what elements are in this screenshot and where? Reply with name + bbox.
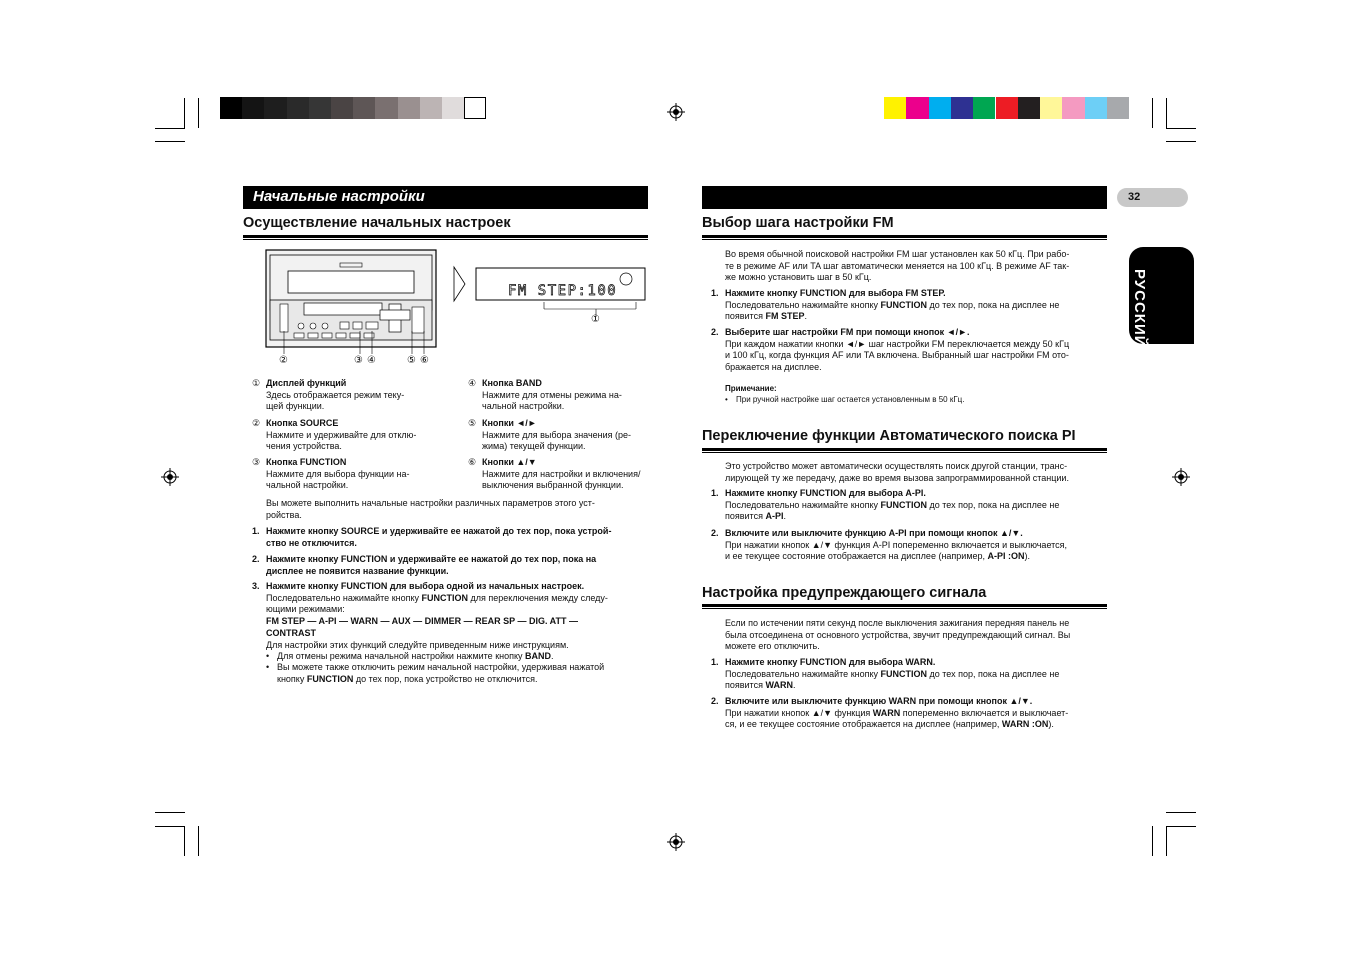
page-number: 32 xyxy=(1128,191,1141,203)
intro-text: Вы можете выполнить начальные настройки различных параметров этого уст- ройства. xyxy=(266,498,595,520)
color-swatch xyxy=(375,97,397,119)
color-swatch xyxy=(906,97,928,119)
note-title: Примечание: xyxy=(725,384,777,393)
fm-step-intro: Во время обычной поисковой настройки FM шаг установлен как 50 кГц. При рабо- те в режиме AF или TA шаг автоматически меняется на 100 кГц. В режиме AF так- же можно установить шаг в 50 кГц. xyxy=(725,249,1070,283)
api-step-1: Нажмите кнопку FUNCTION для выбора A-PI. Последовательно нажимайте кнопку FUNCTION до тех пор, пока на дисплее не появится A-PI. xyxy=(725,488,1060,522)
heading-warn: Настройка предупреждающего сигнала xyxy=(702,585,987,601)
registration-mark-icon xyxy=(161,468,179,486)
legend-number: ⑤ xyxy=(468,418,477,428)
color-swatch xyxy=(1018,97,1040,119)
color-swatch xyxy=(884,97,906,119)
callout-2: ② xyxy=(279,355,288,366)
step-2: Нажмите кнопку FUNCTION и удерживайте ее нажатой до тех пор, пока на дисплее не появится название функции. xyxy=(266,554,597,576)
bullet-1: Для отмены режима начальной настройки нажмите кнопку BAND. xyxy=(277,651,554,661)
color-swatch xyxy=(353,97,375,119)
legend-number: ② xyxy=(252,418,261,428)
section-title-bar xyxy=(243,186,648,209)
legend-item: Кнопка SOURCE Нажмите и удерживайте для отклю- чения устройства. xyxy=(266,418,417,452)
legend-number: ① xyxy=(252,378,261,388)
heading-api: Переключение функции Автоматического поиска PI xyxy=(702,428,1076,444)
color-swatch xyxy=(951,97,973,119)
bullet-2: Вы можете также отключить режим начальной настройки, удерживая нажатой кнопку FUNCTION до тех пор, пока устройство не отключится. xyxy=(277,662,605,684)
color-swatch xyxy=(398,97,420,119)
heading-rule xyxy=(243,235,648,238)
callout-4: ④ xyxy=(367,355,376,366)
heading-fm-step: Выбор шага настройки FM xyxy=(702,215,894,231)
callout-5: ⑤ xyxy=(407,355,416,366)
registration-mark-icon xyxy=(1172,468,1190,486)
color-swatch xyxy=(996,97,1018,119)
color-swatch xyxy=(420,97,442,119)
legend-number: ⑥ xyxy=(468,457,477,467)
display-readout: FM STEP:100 xyxy=(508,283,618,299)
color-swatch xyxy=(309,97,331,119)
color-swatch xyxy=(242,97,264,119)
head-unit-illustration xyxy=(262,247,652,367)
color-swatch xyxy=(264,97,286,119)
note-text: При ручной настройке шаг остается установленным в 50 кГц. xyxy=(736,395,965,404)
section-title-bar xyxy=(702,186,1107,209)
language-label: РУССКИЙ xyxy=(1131,269,1148,348)
warn-intro: Если по истечении пяти секунд после выключения зажигания передняя панель не была отсоединена от основного устройства, звучит предупреждающий сигнал. Вы можете его отключить. xyxy=(725,618,1071,652)
legend-item: Кнопки ▲/▼ Нажмите для настройки и включения/ выключения выбранной функции. xyxy=(482,457,641,491)
callout-3: ③ xyxy=(354,355,363,366)
section-title: Начальные настройки xyxy=(253,188,425,205)
color-swatch xyxy=(1107,97,1129,119)
registration-mark-icon xyxy=(667,103,685,121)
color-swatch xyxy=(464,97,486,119)
legend-number: ③ xyxy=(252,457,261,467)
color-swatch xyxy=(331,97,353,119)
step-3-note: Для настройки этих функций следуйте приведенным ниже инструкциям. xyxy=(266,640,569,650)
step-1: Нажмите кнопку SOURCE и удерживайте ее нажатой до тех пор, пока устрой- ство не отключится. xyxy=(266,526,612,548)
language-tab xyxy=(1129,247,1194,348)
callout-6: ⑥ xyxy=(420,355,429,366)
color-swatch xyxy=(973,97,995,119)
registration-mark-icon xyxy=(667,833,685,851)
legend-item: Кнопки ◄/► Нажмите для выбора значения (ре- жима) текущей функции. xyxy=(482,418,632,452)
api-intro: Это устройство может автоматически осуществлять поиск другой станции, транс- лирующей ту же передачу, даже во время вызова запрограммированной станции. xyxy=(725,461,1069,483)
api-step-2: Включите или выключите функцию A-PI при помощи кнопок ▲/▼. При нажатии кнопок ▲/▼ функция A-PI попеременно включается и выключается, и ее текущее состояние отображается на дисплее (например, A-PI :ON). xyxy=(725,528,1068,562)
warn-step-1: Нажмите кнопку FUNCTION для выбора WARN. Последовательно нажимайте кнопку FUNCTION до тех пор, пока на дисплее не появится WARN. xyxy=(725,657,1060,691)
color-swatch xyxy=(442,97,464,119)
color-swatch xyxy=(929,97,951,119)
fm-step-step-2: Выберите шаг настройки FM при помощи кнопок ◄/►. При каждом нажатии кнопки ◄/► шаг настройки FM переключается между 50 кГц и 100 кГц, когда функция AF или TA включена. Выбранный шаг настройки FM ото- бражается на дисплее. xyxy=(725,327,1070,372)
page-number-badge xyxy=(1117,188,1188,207)
legend-item: Кнопка FUNCTION Нажмите для выбора функции на- чальной настройки. xyxy=(266,457,410,491)
legend-number: ④ xyxy=(468,378,477,388)
fm-step-step-1: Нажмите кнопку FUNCTION для выбора FM STEP. Последовательно нажимайте кнопку FUNCTION до тех пор, пока на дисплее не появится FM STEP. xyxy=(725,288,1060,322)
step-3: Нажмите кнопку FUNCTION для выбора одной из начальных настроек. Последовательно нажимайте кнопку FUNCTION для переключения между следу- ющими режимами: xyxy=(266,581,608,615)
page-heading: Осуществление начальных настроек xyxy=(243,215,511,231)
color-swatch xyxy=(1062,97,1084,119)
color-swatch xyxy=(1040,97,1062,119)
mode-sequence: FM STEP — A-PI — WARN — AUX — DIMMER — REAR SP — DIG. ATT — CONTRAST xyxy=(266,616,579,638)
callout-1: ① xyxy=(591,314,600,325)
legend-item: Кнопка BAND Нажмите для отмены режима на- чальной настройки. xyxy=(482,378,622,412)
legend-item: Дисплей функций Здесь отображается режим теку- щей функции. xyxy=(266,378,405,412)
color-swatch xyxy=(220,97,242,119)
color-swatch xyxy=(287,97,309,119)
color-swatch xyxy=(1085,97,1107,119)
warn-step-2: Включите или выключите функцию WARN при помощи кнопок ▲/▼. При нажатии кнопок ▲/▼ функция WARN попеременно включается и выключает- ся, и ее текущее состояние отображается на дисплее (например, WARN :ON). xyxy=(725,696,1069,730)
